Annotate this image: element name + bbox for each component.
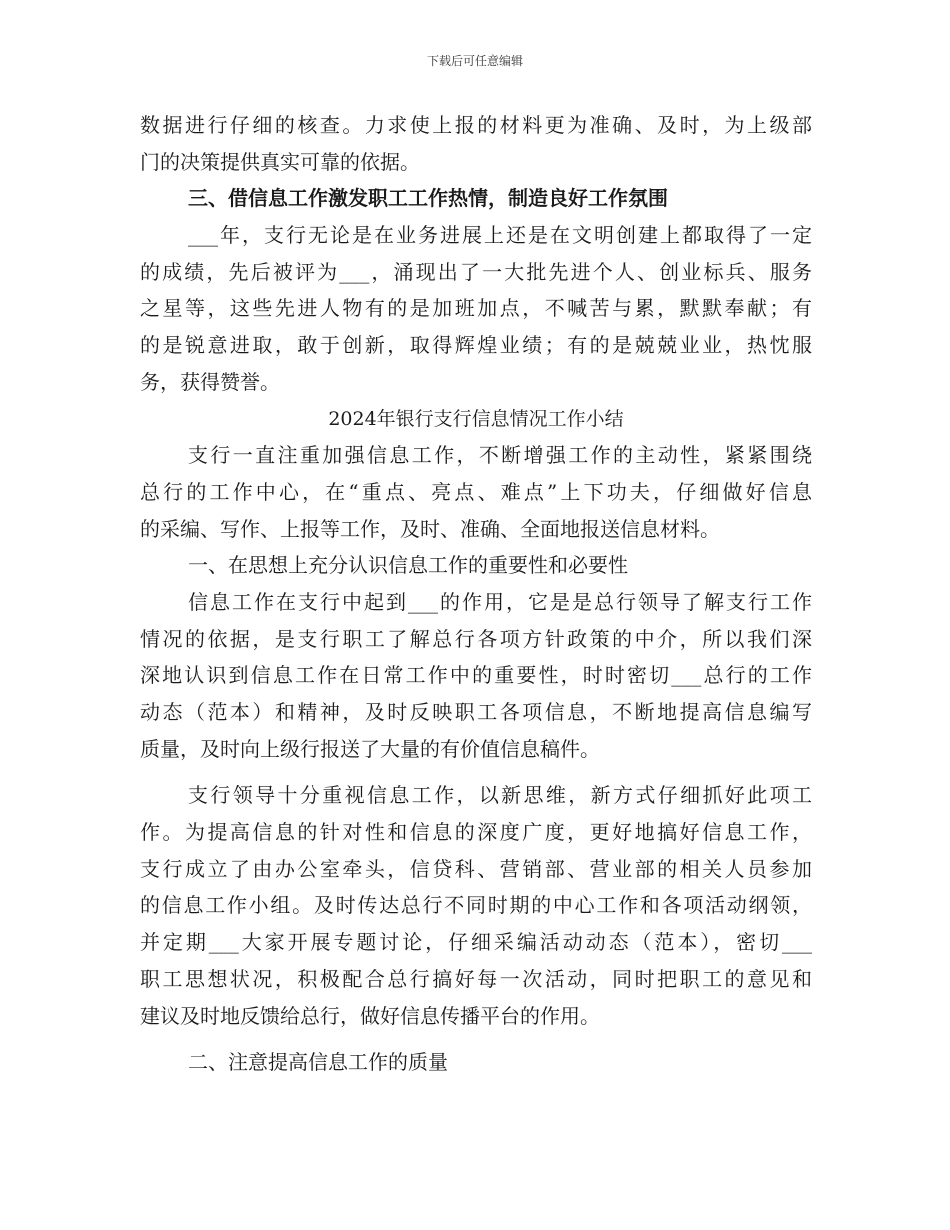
paragraph-line: 作。为提高信息的针对性和信息的深度广度，更好地搞好信息工作， <box>140 820 812 845</box>
paragraph-line: 信息工作在支行中起到___的作用，它是是总行领导了解支行工作 <box>188 589 812 614</box>
document-title: 2024年银行支行信息情况工作小结 <box>328 407 624 430</box>
paragraph-line: 务，获得赞誉。 <box>140 369 280 394</box>
paragraph-line: 的信息工作小组。及时传达总行不同时期的中心工作和各项活动纲领， <box>140 893 812 918</box>
paragraph-line: 动态（范本）和精神，及时反映职工各项信息，不断地提高信息编写 <box>140 700 812 724</box>
paragraph-line: 质量，及时向上级行报送了大量的有价值信息稿件。 <box>140 736 600 761</box>
page-header: 下载后可任意编辑 <box>426 54 523 68</box>
paragraph-line: ___年，支行无论是在业务进展上还是在文明创建上都取得了一定 <box>188 223 812 248</box>
paragraph-line: 深地认识到信息工作在日常工作中的重要性，时时密切___总行的工作 <box>140 663 812 688</box>
paragraph-line: 门的决策提供真实可靠的依据。 <box>140 149 420 174</box>
paragraph-line: 的采编、写作、上报等工作，及时、准确、全面地报送信息材料。 <box>140 516 720 541</box>
document-body <box>140 107 812 1081</box>
paragraph-line: 支行领导十分重视信息工作，以新思维，新方式仔细抓好此项工 <box>188 783 812 808</box>
paragraph-line: 之星等，这些先进人物有的是加班加点，不喊苦与累，默默奉献；有 <box>140 296 812 321</box>
paragraph-gap <box>140 767 812 777</box>
paragraph-line: 的成绩，先后被评为___，涌现出了一大批先进个人、创业标兵、服务 <box>140 259 812 284</box>
paragraph-line: 职工思想状况，积极配合总行搞好每一次活动，同时把职工的意见和 <box>140 966 812 991</box>
paragraph-line: 情况的依据，是支行职工了解总行各项方针政策的中介，所以我们深 <box>140 626 812 651</box>
paragraph-line: 并定期___大家开展专题讨论，仔细采编活动动态（范本），密切___ <box>140 930 812 955</box>
paragraph-gap <box>140 1034 812 1044</box>
paragraph-line: 建议及时地反馈给总行，做好信息传播平台的作用。 <box>140 1003 600 1028</box>
section-heading: 一、在思想上充分认识信息工作的重要性和必要性 <box>188 553 628 578</box>
paragraph-line: 总行的工作中心，在“重点、亮点、难点”上下功夫，仔细做好信息 <box>140 479 812 504</box>
section-heading: 三、借信息工作激发职工工作热情，制造良好工作氛围 <box>188 186 668 211</box>
paragraph-line: 支行成立了由办公室牵头，信贷科、营销部、营业部的相关人员参加 <box>140 856 812 881</box>
paragraph-line: 支行一直注重加强信息工作，不断增强工作的主动性，紧紧围绕 <box>188 443 812 468</box>
paragraph-line: 的是锐意进取，敢于创新，取得辉煌业绩；有的是兢兢业业，热忱服 <box>140 333 812 358</box>
paragraph-line: 数据进行仔细的核查。力求使上报的材料更为准确、及时，为上级部 <box>140 113 812 137</box>
section-heading: 二、注意提高信息工作的质量 <box>188 1050 448 1075</box>
